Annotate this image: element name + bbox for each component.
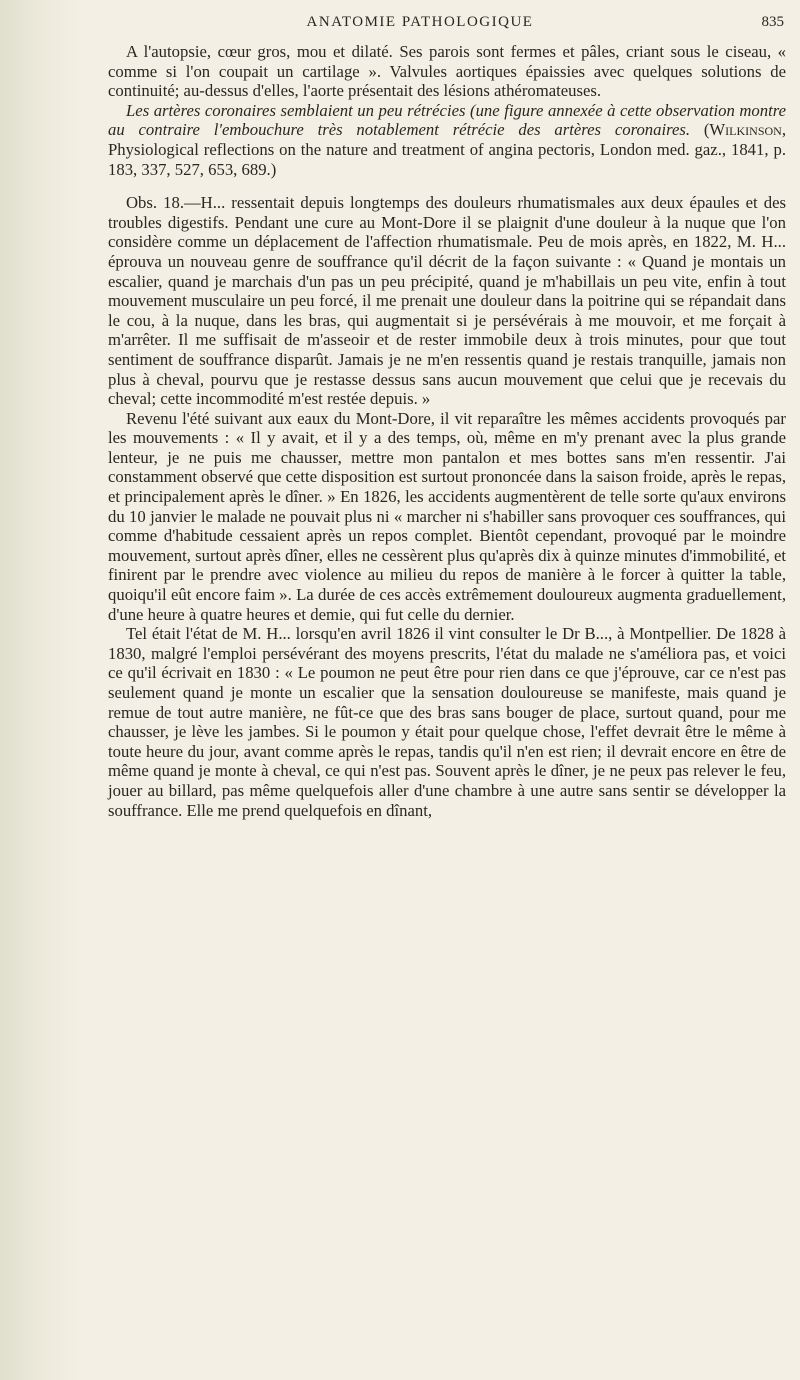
- paragraph-coronaries: [108, 101, 786, 179]
- paragraph-mont-dore: Revenu l'été suivant aux eaux du Mont-Dore, il vit reparaître les mêmes accidents provoqués par les mouvements : « Il y avait, et il y a des temps, où, même en m'y prenant avec la plus grande lenteur, je ne puis me chausser, mettre mon pantalon et mes bottes sans m'en ressentir. J'ai constamment observé que cette disposition est surtout prononcée dans la saison froide, après le repas, et principalement après le dîner. » En 1826, les accidents augmentèrent de telle sorte qu'aux environs du 10 janvier le malade ne pouvait plus ni « marcher ni s'habiller sans provoquer ces souffrances, qui comme d'habitude cessaient après un repos complet. Bientôt cependant, provoqué par le moindre mouvement, surtout après dîner, elles ne cessèrent plus qu'après dix à quinze minutes d'immobilité, et finirent par le prendre avec violence au milieu du repos de manière à le forcer à quitter la table, quoiqu'il eût encore faim ». La durée de ces accès extrêmement douloureux augmenta graduellement, d'une heure à quatre heures et demie, qui fut celle du dernier.: [108, 408, 786, 624]
- citation-text: Physiological reflections on the nature and treatment of angina pectoris, London med. gaz., 1841, p. 183, 337, 527, 653, 689.): [108, 139, 786, 179]
- body-text: [108, 42, 786, 820]
- italic-note: Les artères coronaires semblaient un peu rétrécies (une figure annexée à cette observation montre au contraire l'embouchure très notablement rétrécie des artères coronaires.: [108, 100, 786, 140]
- paragraph-autopsy: A l'autopsie, cœur gros, mou et dilaté. Ses parois sont fermes et pâles, criant sous le ciseau, « comme si l'on coupait un cartilage ». Valvules aortiques épaissies avec quelques solutions de continuité; au-dessus d'elles, l'aorte présentait des lésions athéromateuses.: [108, 42, 786, 101]
- author-citation: (Wilkinson,: [703, 120, 787, 140]
- running-title: ANATOMIE PATHOLOGIQUE: [306, 14, 534, 30]
- page-number: 835: [761, 14, 784, 30]
- paragraph-montpellier: Tel était l'état de M. H... lorsqu'en avril 1826 il vint consulter le Dr B..., à Montpellier. De 1828 à 1830, malgré l'emploi persévérant des moyens prescrits, l'état du malade ne s'améliora pas, et voici ce qu'il écrivait en 1830 : « Le poumon ne peut être pour rien dans ce que j'éprouve, car ce n'est pas seulement quand je monte un escalier que la sensation douloureuse se manifeste, mais quand je remue de tout autre manière, ne fût-ce que des bras sans bouger de place, surtout quand, pour me chausser, je lève les jambes. Si le poumon y était pour quelque chose, l'effet devrait être le même à toute heure du jour, avant comme après le repas, tandis qu'il n'en est rien; il devrait encore en être de même quand je monte à cheval, ce qui n'est pas. Souvent après le dîner, je ne peux pas relever le feu, jouer au billard, pas même quelquefois aller d'une chambre à une autre sans sentir se développer la souffrance. Elle me prend quelquefois en dînant,: [108, 624, 786, 820]
- page-header: [100, 12, 790, 36]
- paragraph-obs-18: Obs. 18.—H... ressentait depuis longtemps des douleurs rhumatismales aux deux épaules et des troubles digestifs. Pendant une cure au Mont-Dore il se plaignit d'une douleur à la nuque que l'on considère comme un déplacement de l'affection rhumatismale. Peu de mois après, en 1822, M. H... éprouva un nouveau genre de souffrance qu'il décrit de la façon suivante : « Quand je montais un escalier, quand je marchais d'un pas un peu précipité, quand je m'habillais un peu vite, enfin à tout mouvement musculaire un peu forcé, il me prenait une douleur dans la poitrine qui se répandait dans le cou, à la nuque, dans les bras, qui augmentait si je persévérais à me mouvoir, et me forçait à m'arrêter. Il me suffisait de m'asseoir et de rester immobile deux à trois minutes, pour que tout sentiment de souffrance disparût. Jamais je ne m'en ressentis quand je restais tranquille, jamais non plus à cheval, pourvu que je restasse dessus sans aucun mouvement que celui que je recevais du cheval; cette incommodité m'est restée depuis. »: [108, 193, 786, 409]
